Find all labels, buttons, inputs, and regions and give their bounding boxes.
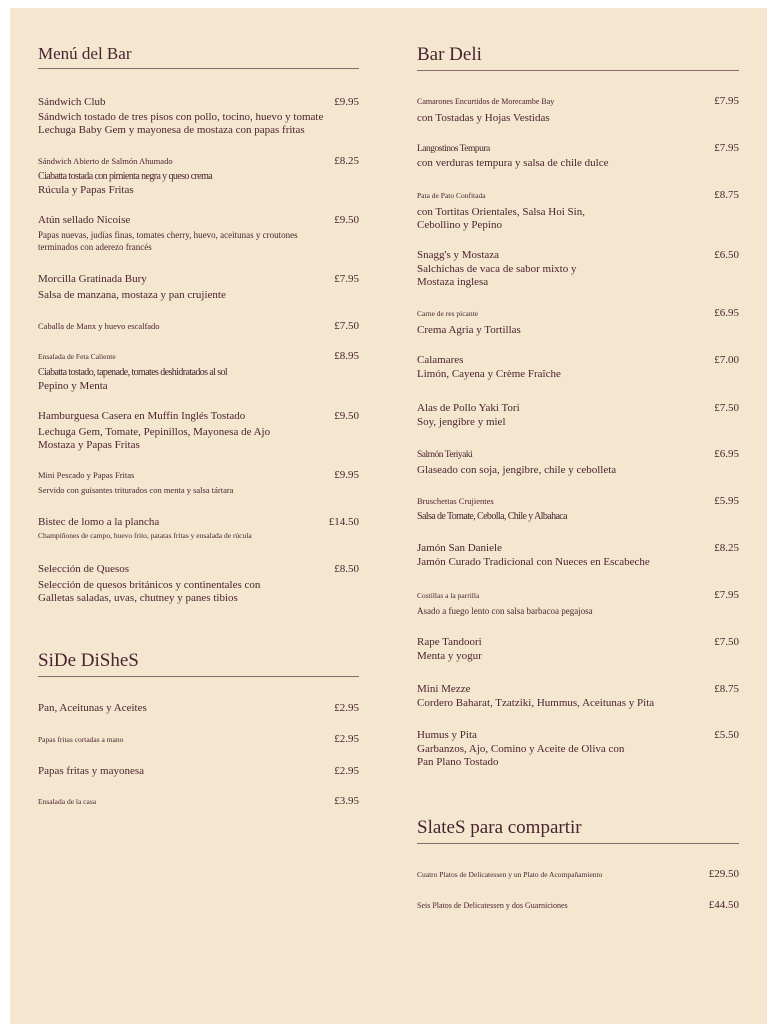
item-description: Salchichas de vaca de sabor mixto y Mostaza inglesa [417, 263, 577, 288]
menu-item [417, 353, 739, 381]
item-description: Salsa de manzana, mostaza y pan crujiente [38, 289, 226, 301]
menu-item [38, 562, 359, 604]
item-name: Rape Tandoori [417, 636, 482, 648]
menu-item [417, 494, 739, 524]
item-name: Papas fritas y mayonesa [38, 765, 144, 777]
menu-item [417, 635, 739, 663]
section-title-slates: SlateS para compartir [417, 817, 739, 844]
item-name: Caballa de Manx y huevo escalfado [38, 321, 160, 331]
item-price: £6.95 [714, 307, 739, 319]
item-price: £7.95 [334, 273, 359, 285]
item-description: Champiñones de campo, huevo frito, patatas fritas y ensalada de rúcula [38, 531, 252, 540]
item-description: con Tortitas Orientales, Salsa Hoi Sin, Cebollino y Pepino [417, 206, 585, 231]
item-name: Atún sellado Nicoise [38, 214, 131, 226]
item-name: Mini Pescado y Papas Fritas [38, 470, 135, 480]
item-name: Carne de res picante [417, 309, 479, 318]
item-price: £3.95 [334, 795, 359, 807]
item-description: Crema Agria y Tortillas [417, 324, 521, 336]
item-price: £8.95 [334, 350, 359, 362]
item-price: £44.50 [708, 899, 739, 911]
item-name: Salmón Teriyaki [417, 450, 473, 460]
item-description: Asado a fuego lento con salsa barbacoa pegajosa [417, 606, 593, 616]
item-name: Langostinos Tempura [417, 144, 490, 154]
item-price: £9.50 [334, 410, 359, 422]
item-name: Bistec de lomo a la plancha [38, 516, 160, 528]
menu-item [38, 701, 359, 715]
item-description: Servido con guisantes triturados con menta y salsa tártara [38, 485, 234, 495]
menu-page [10, 8, 767, 1024]
item-price: £7.50 [714, 402, 739, 414]
menu-item [38, 515, 359, 541]
item-price: £14.50 [328, 516, 359, 528]
item-name: Papas fritas cortadas a mano [38, 735, 124, 744]
menu-item [417, 141, 739, 170]
menu-item [38, 95, 359, 136]
item-name: Ensalada de la casa [38, 797, 97, 806]
menu-item [417, 188, 739, 231]
item-description: con verduras tempura y salsa de chile dulce [417, 157, 609, 169]
item-name: Alas de Pollo Yaki Tori [417, 402, 520, 414]
item-price: £7.95 [714, 589, 739, 601]
item-price: £7.50 [334, 320, 359, 332]
section-title-bar-deli: Bar Deli [417, 44, 739, 71]
item-price: £2.95 [334, 733, 359, 745]
item-price: £6.95 [714, 448, 739, 460]
item-price: £7.00 [714, 354, 739, 366]
item-name: Bruschettas Crujientes [417, 496, 494, 506]
item-description: Jamón Curado Tradicional con Nueces en Escabeche [417, 556, 650, 568]
menu-item [38, 764, 359, 778]
item-description: Sándwich tostado de tres pisos con pollo, tocino, huevo y tomate Lechuga Baby Gem y mayonesa de mostaza con papas fritas [38, 111, 324, 136]
menu-item [417, 588, 739, 617]
menu-item [38, 409, 359, 451]
section-title-side-dishes: SiDe DiSheS [38, 650, 359, 677]
item-description: Lechuga Gem, Tomate, Pepinillos, Mayonesa de Ajo Mostaza y Papas Fritas [38, 426, 271, 451]
item-description: Menta y yogur [417, 650, 482, 662]
item-description: Ciabatta tostada con pimienta negra y queso crema [38, 171, 213, 182]
menu-item [38, 272, 359, 302]
item-description: Cordero Baharat, Tzatziki, Hummus, Aceitunas y Pita [417, 697, 655, 709]
menu-item [38, 349, 359, 392]
menu-item [38, 468, 359, 495]
item-price: £7.50 [714, 636, 739, 648]
item-price: £7.95 [714, 142, 739, 154]
item-price: £8.75 [714, 683, 739, 695]
item-description: con Tostadas y Hojas Vestidas [417, 112, 550, 124]
item-name: Selección de Quesos [38, 563, 130, 575]
menu-item [417, 248, 739, 288]
item-price: £8.25 [714, 542, 739, 554]
menu-item [38, 794, 359, 809]
menu-item [417, 728, 739, 768]
menu-item [417, 682, 739, 710]
item-price: £7.95 [714, 95, 739, 107]
item-price: £5.50 [714, 729, 739, 741]
menu-item [38, 213, 359, 253]
item-description: Garbanzos, Ajo, Comino y Aceite de Oliva con Pan Plano Tostado [417, 743, 625, 768]
item-name: Hamburguesa Casera en Muffin Inglés Tostado [38, 410, 246, 422]
item-price: £8.50 [334, 563, 359, 575]
item-name: Mini Mezze [417, 683, 471, 695]
item-name: Pata de Pato Confitada [417, 191, 486, 200]
item-name: Pan, Aceitunas y Aceites [38, 702, 147, 714]
menu-item [417, 447, 739, 477]
item-description: Papas nuevas, judías finas, tomates cherry, huevo, aceitunas y croutones terminados con aderezo francés [38, 230, 298, 252]
item-price: £5.95 [714, 495, 739, 507]
item-price: £2.95 [334, 765, 359, 777]
item-description: Salsa de Tomate, Cebolla, Chile y Albahaca [417, 511, 567, 522]
item-description: Glaseado con soja, jengibre, chile y cebolleta [417, 464, 617, 476]
item-name: Morcilla Gratinada Bury [38, 273, 147, 285]
item-name: Sándwich Abierto de Salmón Ahumado [38, 156, 173, 166]
item-name: Seis Platos de Delicatessen y dos Guarniciones [417, 901, 568, 910]
menu-item [417, 401, 739, 429]
menu-item [417, 94, 739, 125]
item-description-line2: Pepino y Menta [38, 379, 108, 392]
menu-item [38, 154, 359, 196]
item-price: £6.50 [714, 249, 739, 261]
item-name: Ensalada de Feta Caliente [38, 352, 116, 361]
item-price: £29.50 [708, 868, 739, 880]
item-price: £9.50 [334, 214, 359, 226]
item-name: Snagg's y Mostaza [417, 249, 500, 261]
menu-item [38, 732, 359, 747]
section-title-bar-menu: Menú del Bar [38, 44, 359, 69]
item-description-line2: Rúcula y Papas Fritas [38, 183, 134, 196]
item-name: Camarones Encurtidos de Morecambe Bay [417, 97, 555, 106]
menu-item [417, 867, 739, 882]
item-description: Ciabatta tostado, tapenade, tomates deshidratados al sol [38, 367, 228, 378]
item-price: £8.75 [714, 189, 739, 201]
item-price: £9.95 [334, 469, 359, 481]
item-name: Costillas a la parrilla [417, 591, 480, 600]
item-description: Selección de quesos británicos y continentales con Galletas saladas, uvas, chutney y panes tibios [38, 579, 261, 604]
menu-item [417, 898, 739, 913]
item-name: Jamón San Daniele [417, 542, 502, 554]
menu-item [417, 541, 739, 569]
menu-item [38, 319, 359, 333]
menu-item [417, 306, 739, 337]
item-price: £2.95 [334, 702, 359, 714]
item-name: Sándwich Club [38, 96, 106, 108]
item-price: £9.95 [334, 96, 359, 108]
item-name: Humus y Pita [417, 729, 477, 741]
item-description: Soy, jengibre y miel [417, 416, 506, 428]
item-price: £8.25 [334, 155, 359, 167]
item-name: Cuatro Platos de Delicatessen y un Plato de Acompañamiento [417, 870, 603, 879]
item-name: Calamares [417, 354, 464, 366]
item-description: Limón, Cayena y Crème Fraîche [417, 368, 561, 380]
